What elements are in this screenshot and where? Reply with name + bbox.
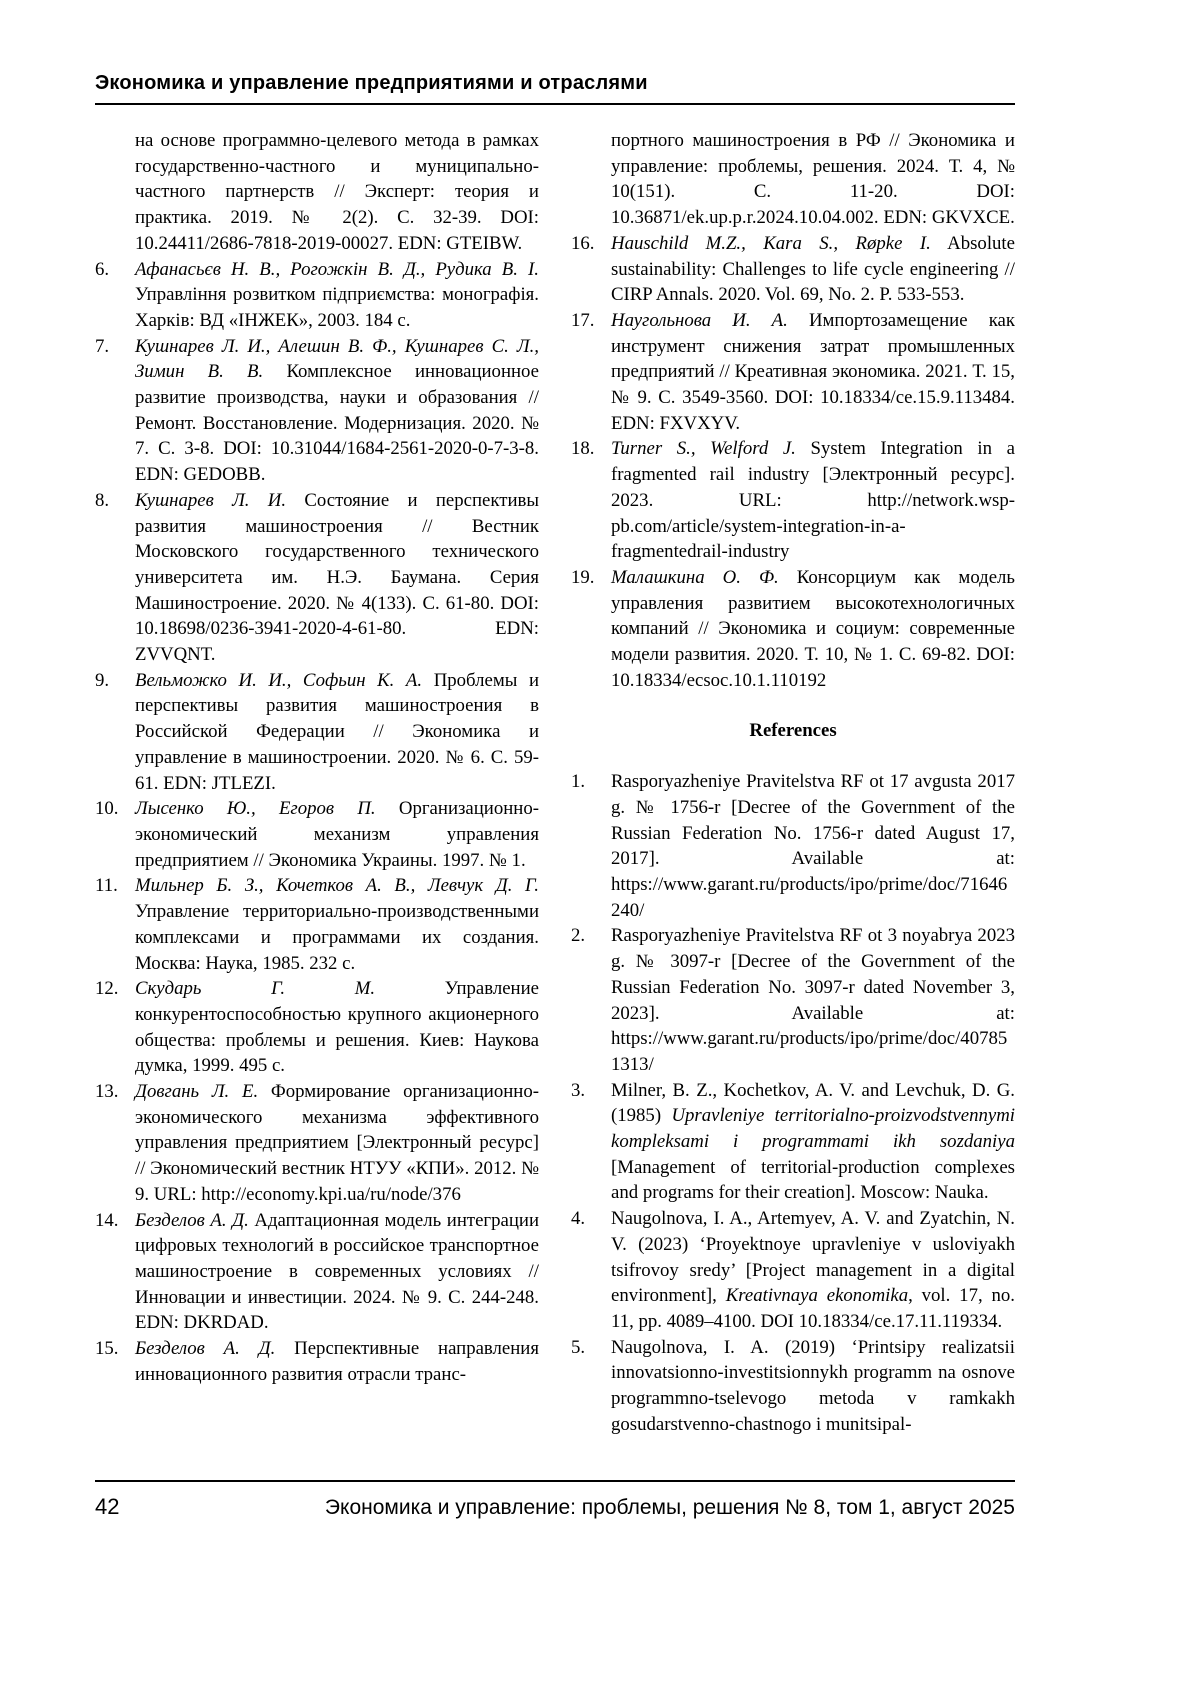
reference-text: , vol. 17, no. 11, pp. 4089–4100. DOI 10.18334/ce.17.11.119334. [611,1285,1015,1332]
reference-number: 1. [571,771,586,793]
reference-text: Rasporyazheniye Pravitelstva RF ot 3 noyabrya 2023 g. № 3097-r [Decree of the Government of the Russian Federation No. 3097-r dated November 3, 2023]. Available at: https://www.garant.ru/products/ipo/prime/doc/407851313/ [611,925,1015,1075]
reference-number: 4. [571,1208,586,1230]
reference-text: портного машиностроения в РФ // Экономика и управление: проблемы, решения. 2024. Т. 4, № 10(151). С. 11-20. DOI: 10.36871/ek.up.p.r.2024.10.04.002. EDN: GKVXCE. [611,130,1015,229]
reference-text: Rasporyazheniye Pravitelstva RF ot 17 avgusta 2017 g. № 1756-r [Decree of the Government of the Russian Federation No. 1756-r dated August 17, 2017]. Available at: https://www.garant.ru/products/ipo/prime/doc/71646240/ [611,771,1015,921]
reference-italic-text: Наугольнова И. А. [611,309,788,331]
reference-item [95,668,539,797]
left-column [95,128,539,1470]
reference-italic-text: Кушнарев Л. И., Алешин В. Ф., Кушнарев С. Л., Зимин В. В. [135,335,539,383]
reference-number: 11. [95,875,118,897]
reference-item [571,1335,1015,1438]
journal-footer-line: Экономика и управление: проблемы, решения № 8, том 1, август 2025 [324,1496,1015,1519]
reference-text: Состояние и перспективы развития машиностроения // Вестник Московского государственного технического университета им. Н.Э. Баумана. Серия Машиностроение. 2020. № 4(133). С. 61-80. DOI: 10.18698/0236-3941-2020-4-61-80. EDN: ZVVQNT. [135,489,539,666]
right-column [571,128,1015,1470]
page-footer [95,1494,1015,1520]
reference-italic-text: Мильнер Б. З., Кочетков А. В., Левчук Д. Г. [135,875,539,897]
page-number: 42 [95,1494,120,1519]
reference-item [571,308,1015,437]
reference-text: Управление территориально-производственными комплексами и программами их создания. Москва: Наука, 1985. 232 с. [135,901,539,974]
reference-number: 14. [95,1209,119,1231]
reference-continuation [571,128,1015,231]
reference-italic-text: Афанасьєв Н. В., Рогожкін В. Д., Рудика В. І. [135,258,539,280]
reference-text: Комплексное инновационное развитие производства, науки и образования // Ремонт. Восстановление. Модернизация. 2020. № 7. С. 3-8. DOI: 10.31044/1684-2561-2020-0-7-3-8. EDN: GEDOBB. [135,361,539,486]
reference-text: Управление конкурентоспособностью крупного акционерного общества: проблемы и решения. Киев: Наукова думка, 1999. 495 с. [135,978,539,1077]
reference-item [95,257,539,334]
reference-text: Импортозамещение как инструмент снижения затрат промышленных предприятий // Креативная экономика. 2021. Т. 15, № 9. С. 3549-3560. DOI: 10.18334/ce.15.9.113484. EDN: FXVXYV. [611,309,1015,434]
reference-number: 16. [571,232,595,254]
reference-text: [Management of territorial-production complexes and programs for their creation]. Moscow: Nauka. [611,1156,1015,1204]
reference-italic-text: Довгань Л. Е. [135,1081,259,1103]
reference-item [95,976,539,1079]
reference-item [571,231,1015,308]
reference-number: 8. [95,489,110,511]
reference-item [571,769,1015,923]
reference-text: Формирование организационно-экономического механизма эффективного управления предприятием [Электронный ресурс] // Экономический вестник НТУУ «КПИ». 2012. № 9. URL: http://economy.kpi.ua/ru/node/376 [135,1081,539,1205]
reference-text: Naugolnova, I. A., Artemyev, A. V. and Zyatchin, N. V. (2023) ‘Proyektnoye upravleniye v usloviyakh tsifrovoy sredy’ [Project management in a digital environment], [611,1208,1015,1307]
reference-text: Консорциум как модель управления развитием высокотехнологичных компаний // Экономика и социум: современные модели развития. 2020. Т. 10, № 1. С. 69-82. DOI: 10.18334/ecsoc.10.1.110192 [611,566,1015,691]
reference-number: 6. [95,258,110,280]
references-heading: References [749,720,837,742]
reference-italic-text: Кушнарев Л. И. [135,489,287,511]
reference-text: на основе программно-целевого метода в рамках государственно-частного и муниципально-частного партнерств // Эксперт: теория и практика. 2019. № 2(2). С. 32-39. DOI: 10.24411/2686-7818-2019-00027. EDN: GTEIBW. [135,130,539,254]
reference-text: Перспективные направления инновационного развития отрасли транс- [135,1338,539,1385]
reference-number: 3. [571,1079,586,1101]
reference-text: Absolute sustainability: Challenges to life cycle engineering // CIRP Annals. 2020. Vol. 69, No. 2. P. 533-553. [611,232,1015,306]
reference-number: 10. [95,798,119,820]
reference-number: 2. [571,925,586,947]
reference-text: Milner, B. Z., Kochetkov, A. V. and Levchuk, D. G. (1985) [611,1079,1015,1127]
reference-italic-text: Безделов А. Д. [135,1209,249,1231]
reference-italic-text: Лысенко Ю., Егоров П. [135,798,376,820]
reference-number: 15. [95,1338,119,1360]
reference-item [571,1206,1015,1335]
reference-italic-text: Малашкина О. Ф. [611,566,779,588]
reference-item [95,1336,539,1387]
reference-italic-text: Вельможко И. И., Софьин К. А. [135,669,423,691]
reference-italic-text: Kreativnaya ekonomika [725,1285,909,1307]
running-header-title: Экономика и управление предприятиями и отраслями [95,72,648,94]
reference-columns [95,128,1015,1470]
reference-item [95,1079,539,1208]
reference-number: 19. [571,566,595,588]
reference-number: 5. [571,1336,586,1358]
reference-italic-text: Скударь Г. М. [135,978,376,1000]
reference-item [95,1208,539,1337]
header-rule [95,103,1015,105]
reference-item [571,923,1015,1077]
reference-number: 7. [95,335,110,357]
reference-number: 18. [571,438,595,460]
reference-number: 12. [95,978,119,1000]
reference-italic-text: Upravleniye territorialno-proizvodstvennymi kompleksami i programmami ikh sozdaniya [611,1105,1015,1153]
reference-number: 13. [95,1081,119,1103]
reference-text: System Integration in a fragmented rail industry [Электронный ресурс]. 2023. URL: http://network.wsp-pb.com/article/system-integration-in-a-fragmentedrail-industry [611,438,1015,563]
reference-item [95,873,539,976]
reference-item [95,796,539,873]
reference-item [95,334,539,488]
reference-item [571,1078,1015,1207]
reference-italic-text: Turner S., Welford J. [611,438,796,460]
reference-item [571,436,1015,565]
reference-item [571,565,1015,694]
reference-text: Проблемы и перспективы развития машиностроения в Российской Федерации // Экономика и управление в машиностроении. 2020. № 6. С. 59-61. EDN: JTLEZI. [135,669,540,794]
reference-text: Адаптационная модель интеграции цифровых технологий в российское транспортное машиностроение в современных условиях // Инновации и инвестиции. 2024. № 9. С. 244-248. EDN: DKRDAD. [135,1209,539,1334]
reference-text: Naugolnova, I. A. (2019) ‘Printsipy realizatsii innovatsionno-investitsionnykh programm na osnove programmno-tselevogo metoda v ramkakh gosudarstvenno-chastnogo i munitsipal- [611,1336,1015,1435]
reference-text: Организационно-экономический механизм управления предприятием // Экономика Украины. 1997. № 1. [135,798,539,871]
reference-italic-text: Безделов А. Д. [135,1338,276,1360]
reference-number: 17. [571,309,595,331]
reference-continuation [95,128,539,257]
reference-italic-text: Hauschild M.Z., Kara S., Røpke I. [611,232,931,254]
reference-number: 9. [95,669,110,691]
footer-rule [95,1480,1015,1482]
reference-text: Управління розвитком підприємства: монографія. Харків: ВД «ІНЖЕК», 2003. 184 с. [135,284,539,331]
reference-item [95,488,539,668]
